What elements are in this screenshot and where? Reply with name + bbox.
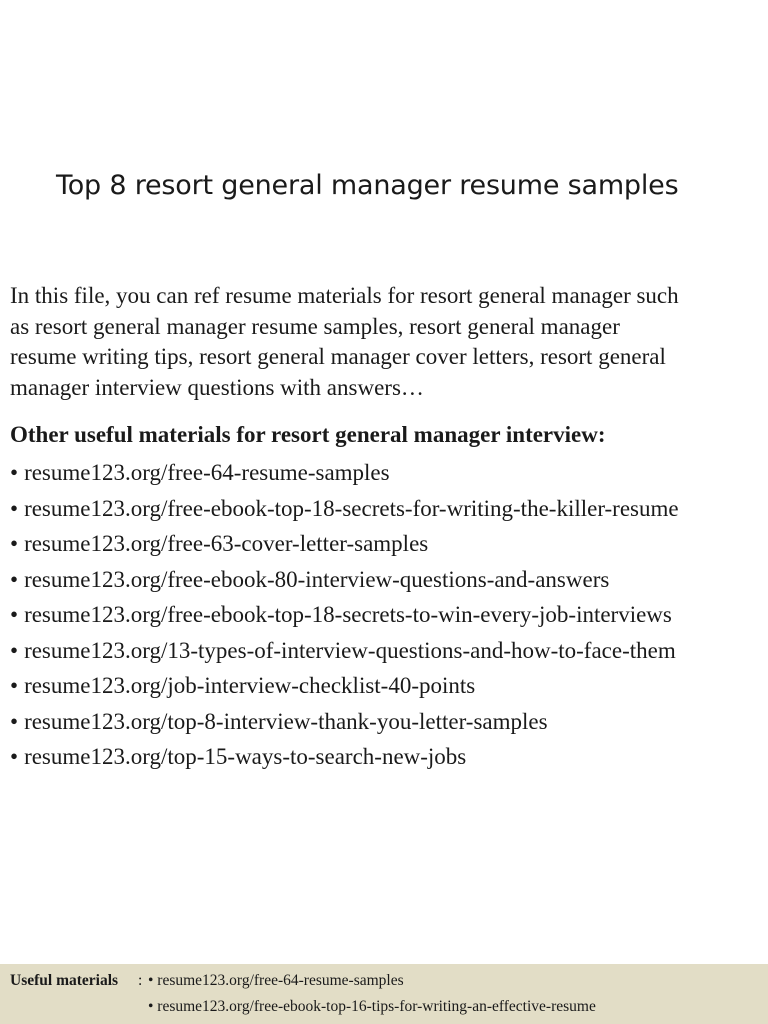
- materials-link[interactable]: resume123.org/top-15-ways-to-search-new-jobs: [24, 744, 467, 769]
- materials-link[interactable]: resume123.org/free-63-cover-letter-samples: [24, 531, 429, 556]
- materials-link[interactable]: resume123.org/top-8-interview-thank-you-letter-samples: [24, 708, 548, 734]
- footer-colon: :: [138, 972, 143, 989]
- bullet-icon: •: [10, 495, 19, 521]
- list-item: [10, 707, 679, 743]
- list-item: [10, 458, 679, 494]
- bullet-icon: •: [10, 602, 19, 627]
- document-title: Top 8 resort general manager resume samples: [56, 170, 679, 201]
- intro-line: In this file, you can ref resume materials for resort general manager such: [10, 283, 679, 308]
- list-item: [10, 742, 679, 778]
- intro-line: as resort general manager resume samples, resort general manager: [10, 313, 620, 339]
- bullet-icon: •: [10, 460, 19, 485]
- bullet-icon: •: [10, 744, 19, 769]
- list-item: [10, 671, 679, 707]
- useful-materials-footer: [0, 964, 768, 1024]
- intro-line: resume writing tips, resort general manager cover letters, resort general: [10, 344, 666, 369]
- materials-link[interactable]: resume123.org/free-ebook-top-18-secrets-for-writing-the-killer-resume: [24, 495, 679, 521]
- materials-link[interactable]: resume123.org/13-types-of-interview-questions-and-how-to-face-them: [24, 637, 676, 663]
- intro-line: manager interview questions with answers…: [10, 374, 424, 400]
- list-item: [10, 529, 679, 565]
- footer-label: Useful materials: [10, 972, 119, 989]
- materials-link[interactable]: resume123.org/free-ebook-80-interview-questions-and-answers: [24, 566, 610, 592]
- bullet-icon: •: [10, 637, 19, 663]
- materials-link-list: [10, 458, 679, 778]
- list-item: [10, 565, 679, 601]
- bullet-icon: •: [10, 531, 19, 556]
- list-item: [10, 600, 679, 636]
- list-item: [10, 636, 679, 672]
- materials-link[interactable]: resume123.org/free-64-resume-samples: [24, 460, 390, 485]
- intro-paragraph: [10, 281, 760, 403]
- materials-link[interactable]: resume123.org/free-ebook-top-18-secrets-to-win-every-job-interviews: [24, 602, 672, 627]
- footer-link[interactable]: • resume123.org/free-64-resume-samples: [148, 972, 404, 989]
- list-item: [10, 494, 679, 530]
- bullet-icon: •: [10, 566, 19, 592]
- bullet-icon: •: [10, 673, 19, 698]
- bullet-icon: •: [10, 708, 19, 734]
- materials-heading: Other useful materials for resort general manager interview:: [10, 422, 606, 447]
- footer-link[interactable]: • resume123.org/free-ebook-top-16-tips-for-writing-an-effective-resume: [148, 998, 596, 1015]
- materials-link[interactable]: resume123.org/job-interview-checklist-40-points: [24, 673, 476, 698]
